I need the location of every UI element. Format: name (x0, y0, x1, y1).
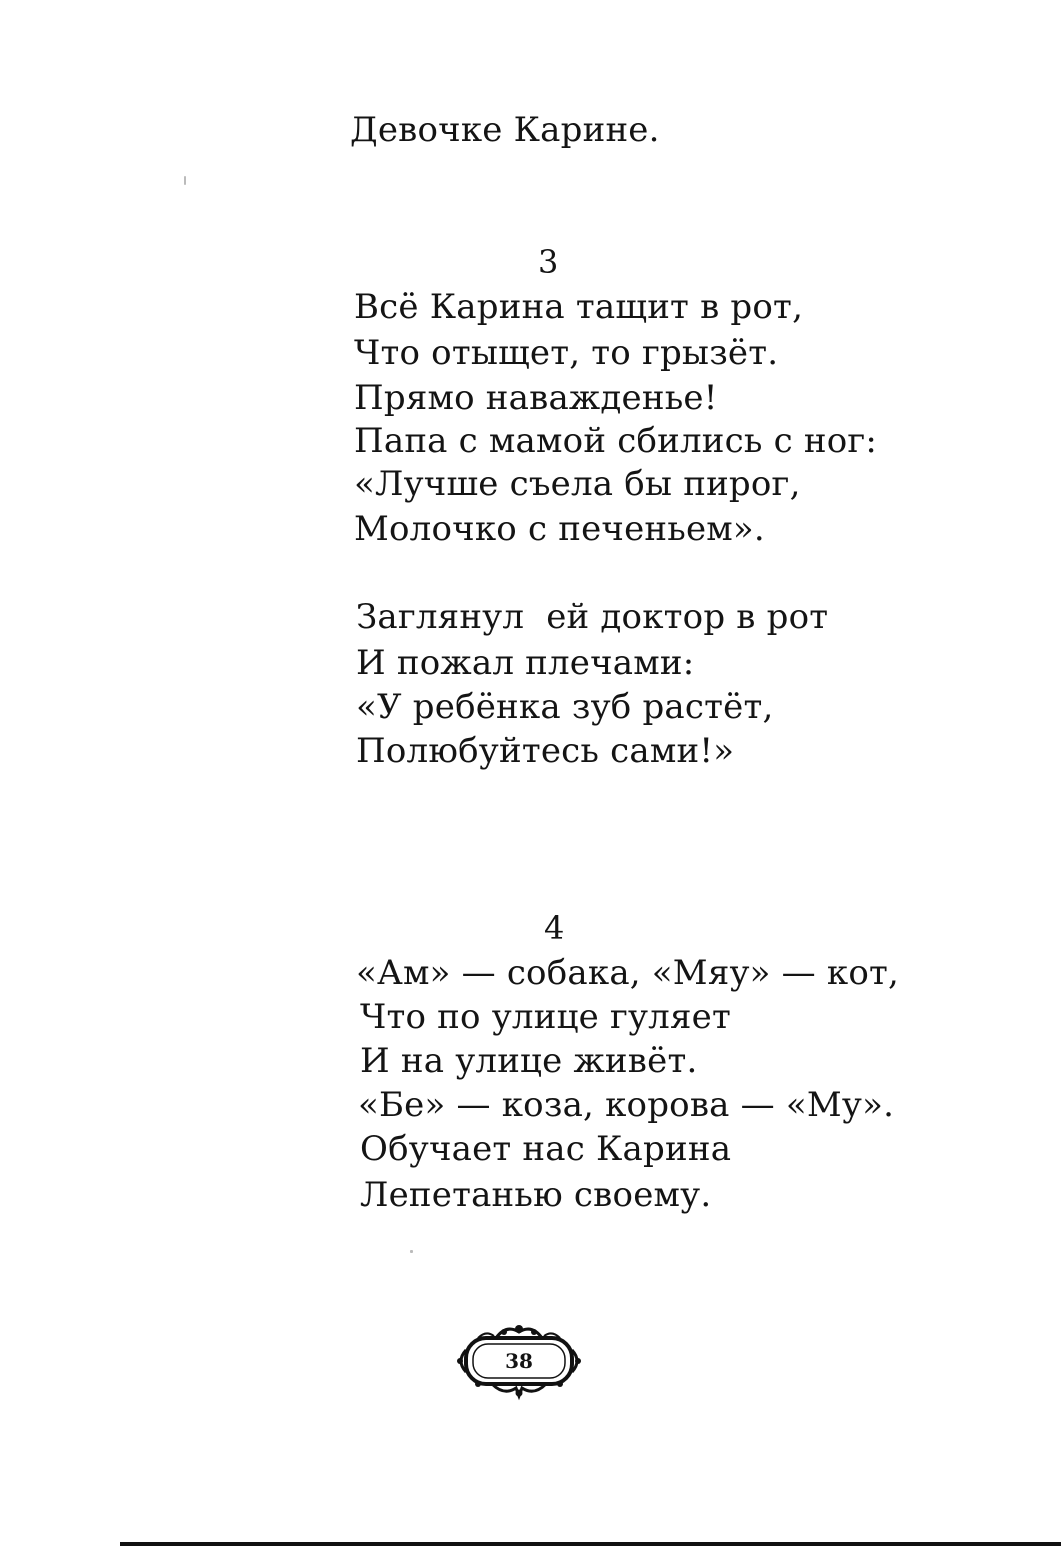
section-number: 4 (544, 909, 565, 947)
poem-line: Всё Карина тащит в рот, (354, 287, 804, 327)
poem-line: Прямо наважденье! (354, 378, 718, 418)
poem-line: Папа с мамой сбились с ног: (354, 421, 878, 461)
poem-line: Молочко с печеньем». (354, 509, 765, 549)
poem-line: И на улице живёт. (360, 1041, 698, 1081)
poem-line: Обучает нас Карина (360, 1129, 732, 1169)
scan-speck (410, 1250, 413, 1253)
scan-speck (184, 176, 186, 185)
poem-line: Что отыщет, то грызёт. (354, 333, 779, 373)
poem-line: «Лучше съела бы пирог, (354, 464, 801, 504)
poem-line: «У ребёнка зуб растёт, (356, 687, 774, 727)
poem-line: Полюбуйтесь сами!» (356, 731, 735, 771)
poem-line: «Ам» — собака, «Мяу» — кот, (356, 953, 900, 993)
poem-line: И пожал плечами: (356, 643, 695, 683)
dedication-line: Девочке Карине. (350, 110, 660, 150)
poem-line: Заглянул ей доктор в рот (356, 597, 829, 637)
poem-line: Что по улице гуляет (360, 997, 731, 1037)
poem-line: «Бе» — коза, корова — «Му». (358, 1085, 895, 1125)
poem-line: Лепетанью своему. (360, 1175, 712, 1215)
bottom-edge-rule (120, 1542, 1061, 1546)
section-number: 3 (538, 243, 559, 281)
page-number: 38 (505, 1349, 533, 1373)
